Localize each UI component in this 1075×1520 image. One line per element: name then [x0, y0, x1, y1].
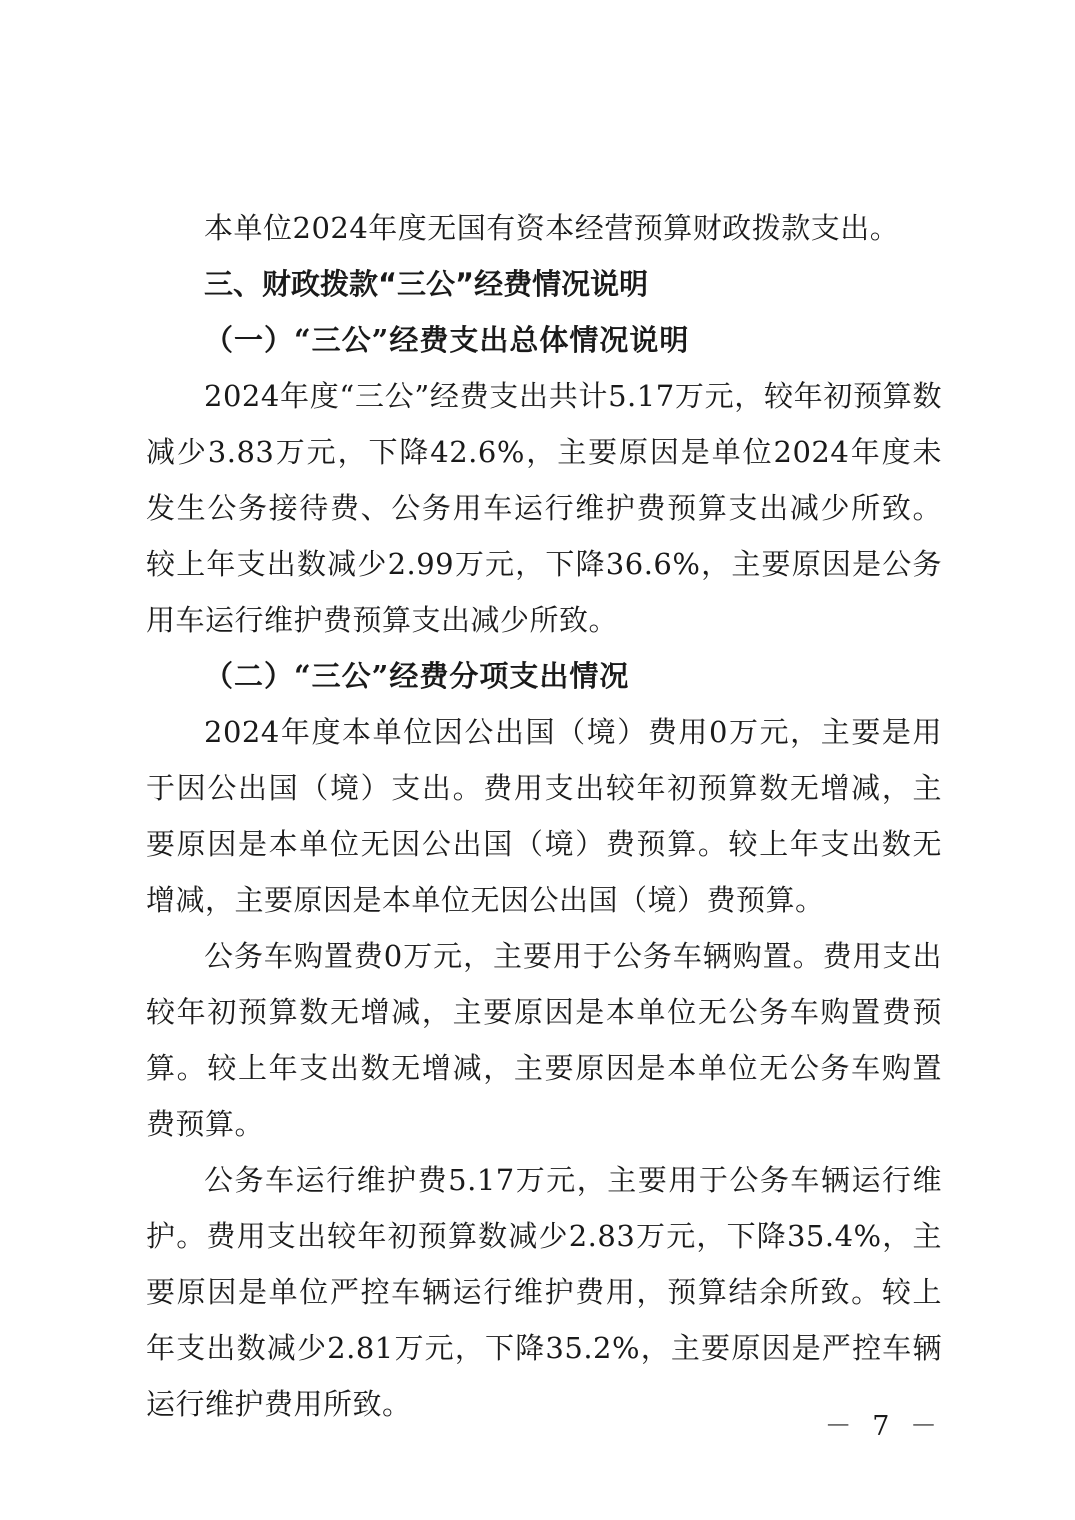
document-body: [146, 200, 942, 1432]
paragraph-vehicle-maintenance: 公务车运行维护费5.17万元，主要用于公务车辆运行维护。费用支出较年初预算数减少2.83万元，下降35.4%，主要原因是单位严控车辆运行维护费用，预算结余所致。较上年支出数减少2.81万元，下降35.2%，主要原因是严控车辆运行维护费用所致。: [146, 1163, 942, 1421]
section-heading-three-public: 三、财政拨款“三公”经费情况说明: [204, 267, 649, 301]
subheading-itemized: （二）“三公”经费分项支出情况: [204, 659, 630, 693]
paragraph-vehicle-purchase: 公务车购置费0万元，主要用于公务车辆购置。费用支出较年初预算数无增减，主要原因是本单位无公务车购置费预算。较上年支出数无增减，主要原因是本单位无公务车购置费预算。: [146, 939, 942, 1141]
paragraph-no-state-capital: 本单位2024年度无国有资本经营预算财政拨款支出。: [204, 211, 900, 245]
paragraph-overseas-travel: 2024年度本单位因公出国（境）费用0万元，主要是用于因公出国（境）支出。费用支出较年初预算数无增减，主要原因是本单位无因公出国（境）费预算。较上年支出数无增减，主要原因是本单位无因公出国（境）费预算。: [146, 715, 942, 917]
page-number: － 7 －: [824, 1411, 943, 1442]
paragraph-overall-expenditure: 2024年度“三公”经费支出共计5.17万元，较年初预算数减少3.83万元，下降42.6%，主要原因是单位2024年度未发生公务接待费、公务用车运行维护费预算支出减少所致。较上年支出数减少2.99万元，下降36.6%，主要原因是公务用车运行维护费预算支出减少所致。: [146, 379, 942, 637]
subheading-overall: （一）“三公”经费支出总体情况说明: [204, 323, 690, 357]
